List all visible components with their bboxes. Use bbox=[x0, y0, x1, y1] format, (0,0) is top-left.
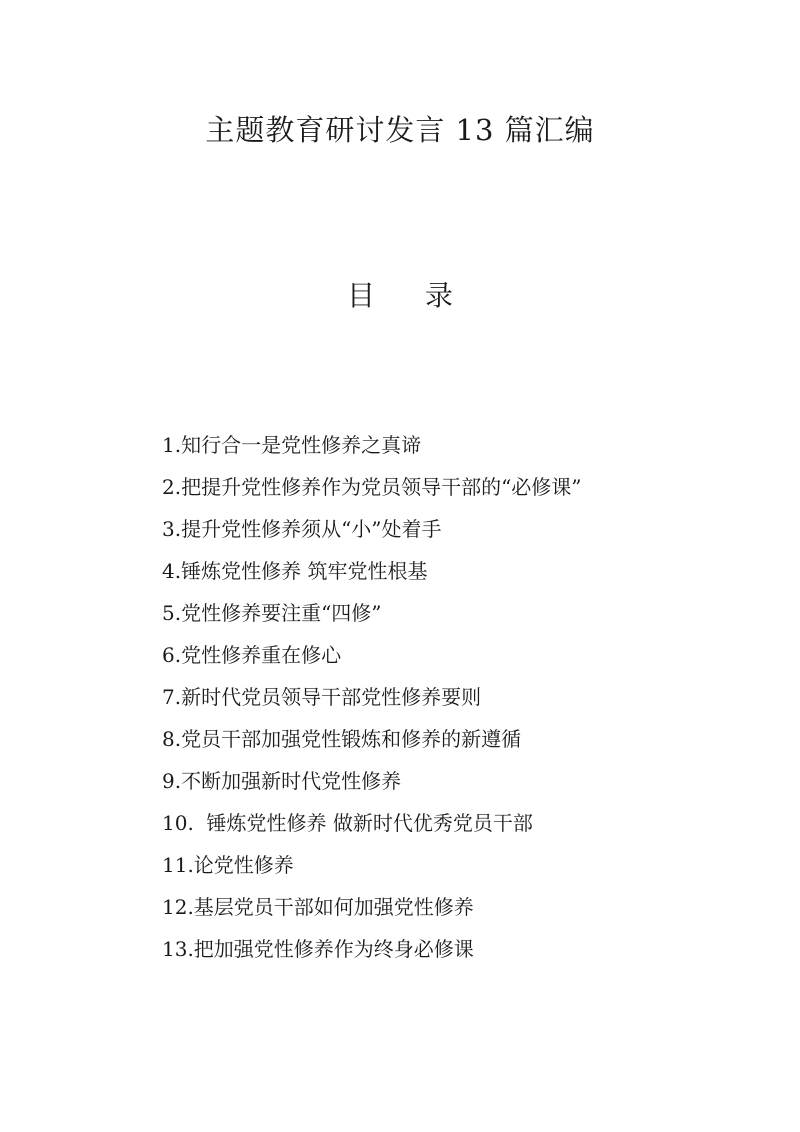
toc-item[interactable]: 1.知行合一是党性修养之真谛 bbox=[162, 433, 422, 457]
toc-item[interactable]: 12.基层党员干部如何加强党性修养 bbox=[162, 895, 474, 919]
toc-item[interactable]: 3.提升党性修养须从“小”处着手 bbox=[162, 517, 442, 541]
toc-item[interactable]: 8.党员干部加强党性锻炼和修养的新遵循 bbox=[162, 727, 522, 751]
toc-item[interactable]: 10. 锤炼党性修养 做新时代优秀党员干部 bbox=[162, 811, 533, 835]
toc-item[interactable]: 4.锤炼党性修养 筑牢党性根基 bbox=[162, 559, 428, 583]
document-title: 主题教育研讨发言 13 篇汇编 bbox=[205, 113, 595, 147]
toc-item[interactable]: 9.不断加强新时代党性修养 bbox=[162, 769, 402, 793]
toc-heading bbox=[0, 274, 800, 314]
toc-item[interactable]: 5.党性修养要注重“四修” bbox=[162, 601, 382, 625]
toc-item[interactable]: 2.把提升党性修养作为党员领导干部的“必修课” bbox=[162, 475, 582, 499]
toc-item[interactable]: 7.新时代党员领导干部党性修养要则 bbox=[162, 685, 482, 709]
toc-heading-left: 目 bbox=[346, 279, 375, 312]
toc-list bbox=[162, 424, 762, 970]
toc-item[interactable]: 11.论党性修养 bbox=[162, 853, 294, 877]
toc-heading-right: 录 bbox=[425, 279, 454, 312]
toc-item[interactable]: 13.把加强党性修养作为终身必修课 bbox=[162, 937, 474, 961]
toc-item[interactable]: 6.党性修养重在修心 bbox=[162, 643, 342, 667]
